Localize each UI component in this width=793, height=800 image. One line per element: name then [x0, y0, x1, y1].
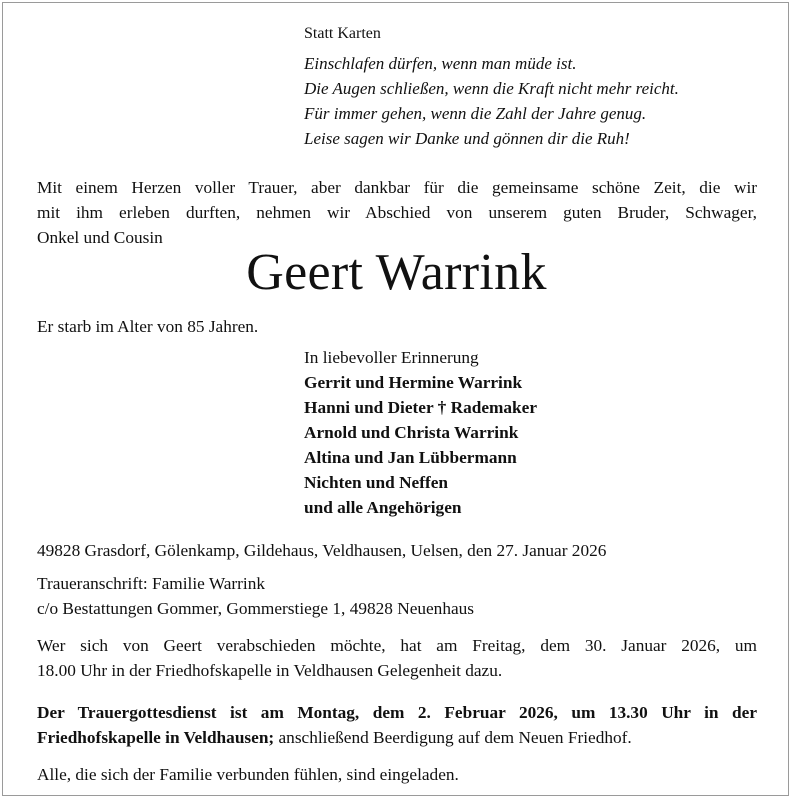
service-line: Der Trauergottesdienst ist am Montag, dem 2. Februar 2026, um 13.30 Uhr in der	[37, 703, 757, 722]
mourner-name: und alle Angehörigen	[304, 498, 462, 517]
mourners-intro: In liebevoller Erinnerung	[304, 348, 479, 367]
mourner-name: Altina und Jan Lübbermann	[304, 448, 517, 467]
service-info	[37, 700, 757, 750]
poem-line: Leise sagen wir Danke und gönnen dir die Ruh!	[304, 129, 630, 148]
address-line: c/o Bestattungen Gommer, Gommerstiege 1, 49828 Neuenhaus	[37, 599, 475, 618]
place-date: 49828 Grasdorf, Gölenkamp, Gildehaus, Veldhausen, Uelsen, den 27. Januar 2026	[37, 541, 607, 560]
announcement-line: Mit einem Herzen voller Trauer, aber dankbar für die gemeinsame schöne Zeit, die wir	[37, 178, 757, 197]
funeral-address	[37, 571, 474, 621]
age-text: Er starb im Alter von 85 Jahren.	[37, 317, 259, 336]
mourners-block	[304, 345, 537, 520]
mourner-name: Hanni und Dieter † Rademaker	[304, 398, 537, 417]
deceased-name: Geert Warrink	[246, 244, 547, 301]
announcement	[37, 175, 757, 250]
intro-text: Statt Karten	[304, 25, 381, 42]
service-burial: anschließend Beerdigung auf dem Neuen Friedhof.	[274, 728, 632, 747]
poem-line: Für immer gehen, wenn die Zahl der Jahre genug.	[304, 104, 647, 123]
poem-line: Die Augen schließen, wenn die Kraft nicht mehr reicht.	[304, 79, 679, 98]
farewell-info	[37, 633, 757, 683]
poem	[304, 51, 679, 151]
farewell-line: 18.00 Uhr in der Friedhofskapelle in Veldhausen Gelegenheit dazu.	[37, 661, 503, 680]
closing-text: Alle, die sich der Familie verbunden fühlen, sind eingeladen.	[37, 765, 459, 784]
service-line	[37, 725, 757, 750]
mourner-name: Nichten und Neffen	[304, 473, 449, 492]
service-location: Friedhofskapelle in Veldhausen;	[37, 728, 275, 747]
mourner-name: Arnold und Christa Warrink	[304, 423, 519, 442]
announcement-line: mit ihm erleben durften, nehmen wir Abschied von unserem guten Bruder, Schwager,	[37, 203, 757, 222]
obituary-card	[2, 2, 789, 796]
announcement-line: Onkel und Cousin	[37, 228, 163, 247]
poem-line: Einschlafen dürfen, wenn man müde ist.	[304, 54, 577, 73]
address-line: Traueranschrift: Familie Warrink	[37, 574, 266, 593]
mourner-name: Gerrit und Hermine Warrink	[304, 373, 523, 392]
farewell-line: Wer sich von Geert verabschieden möchte, hat am Freitag, dem 30. Januar 2026, um	[37, 636, 757, 655]
